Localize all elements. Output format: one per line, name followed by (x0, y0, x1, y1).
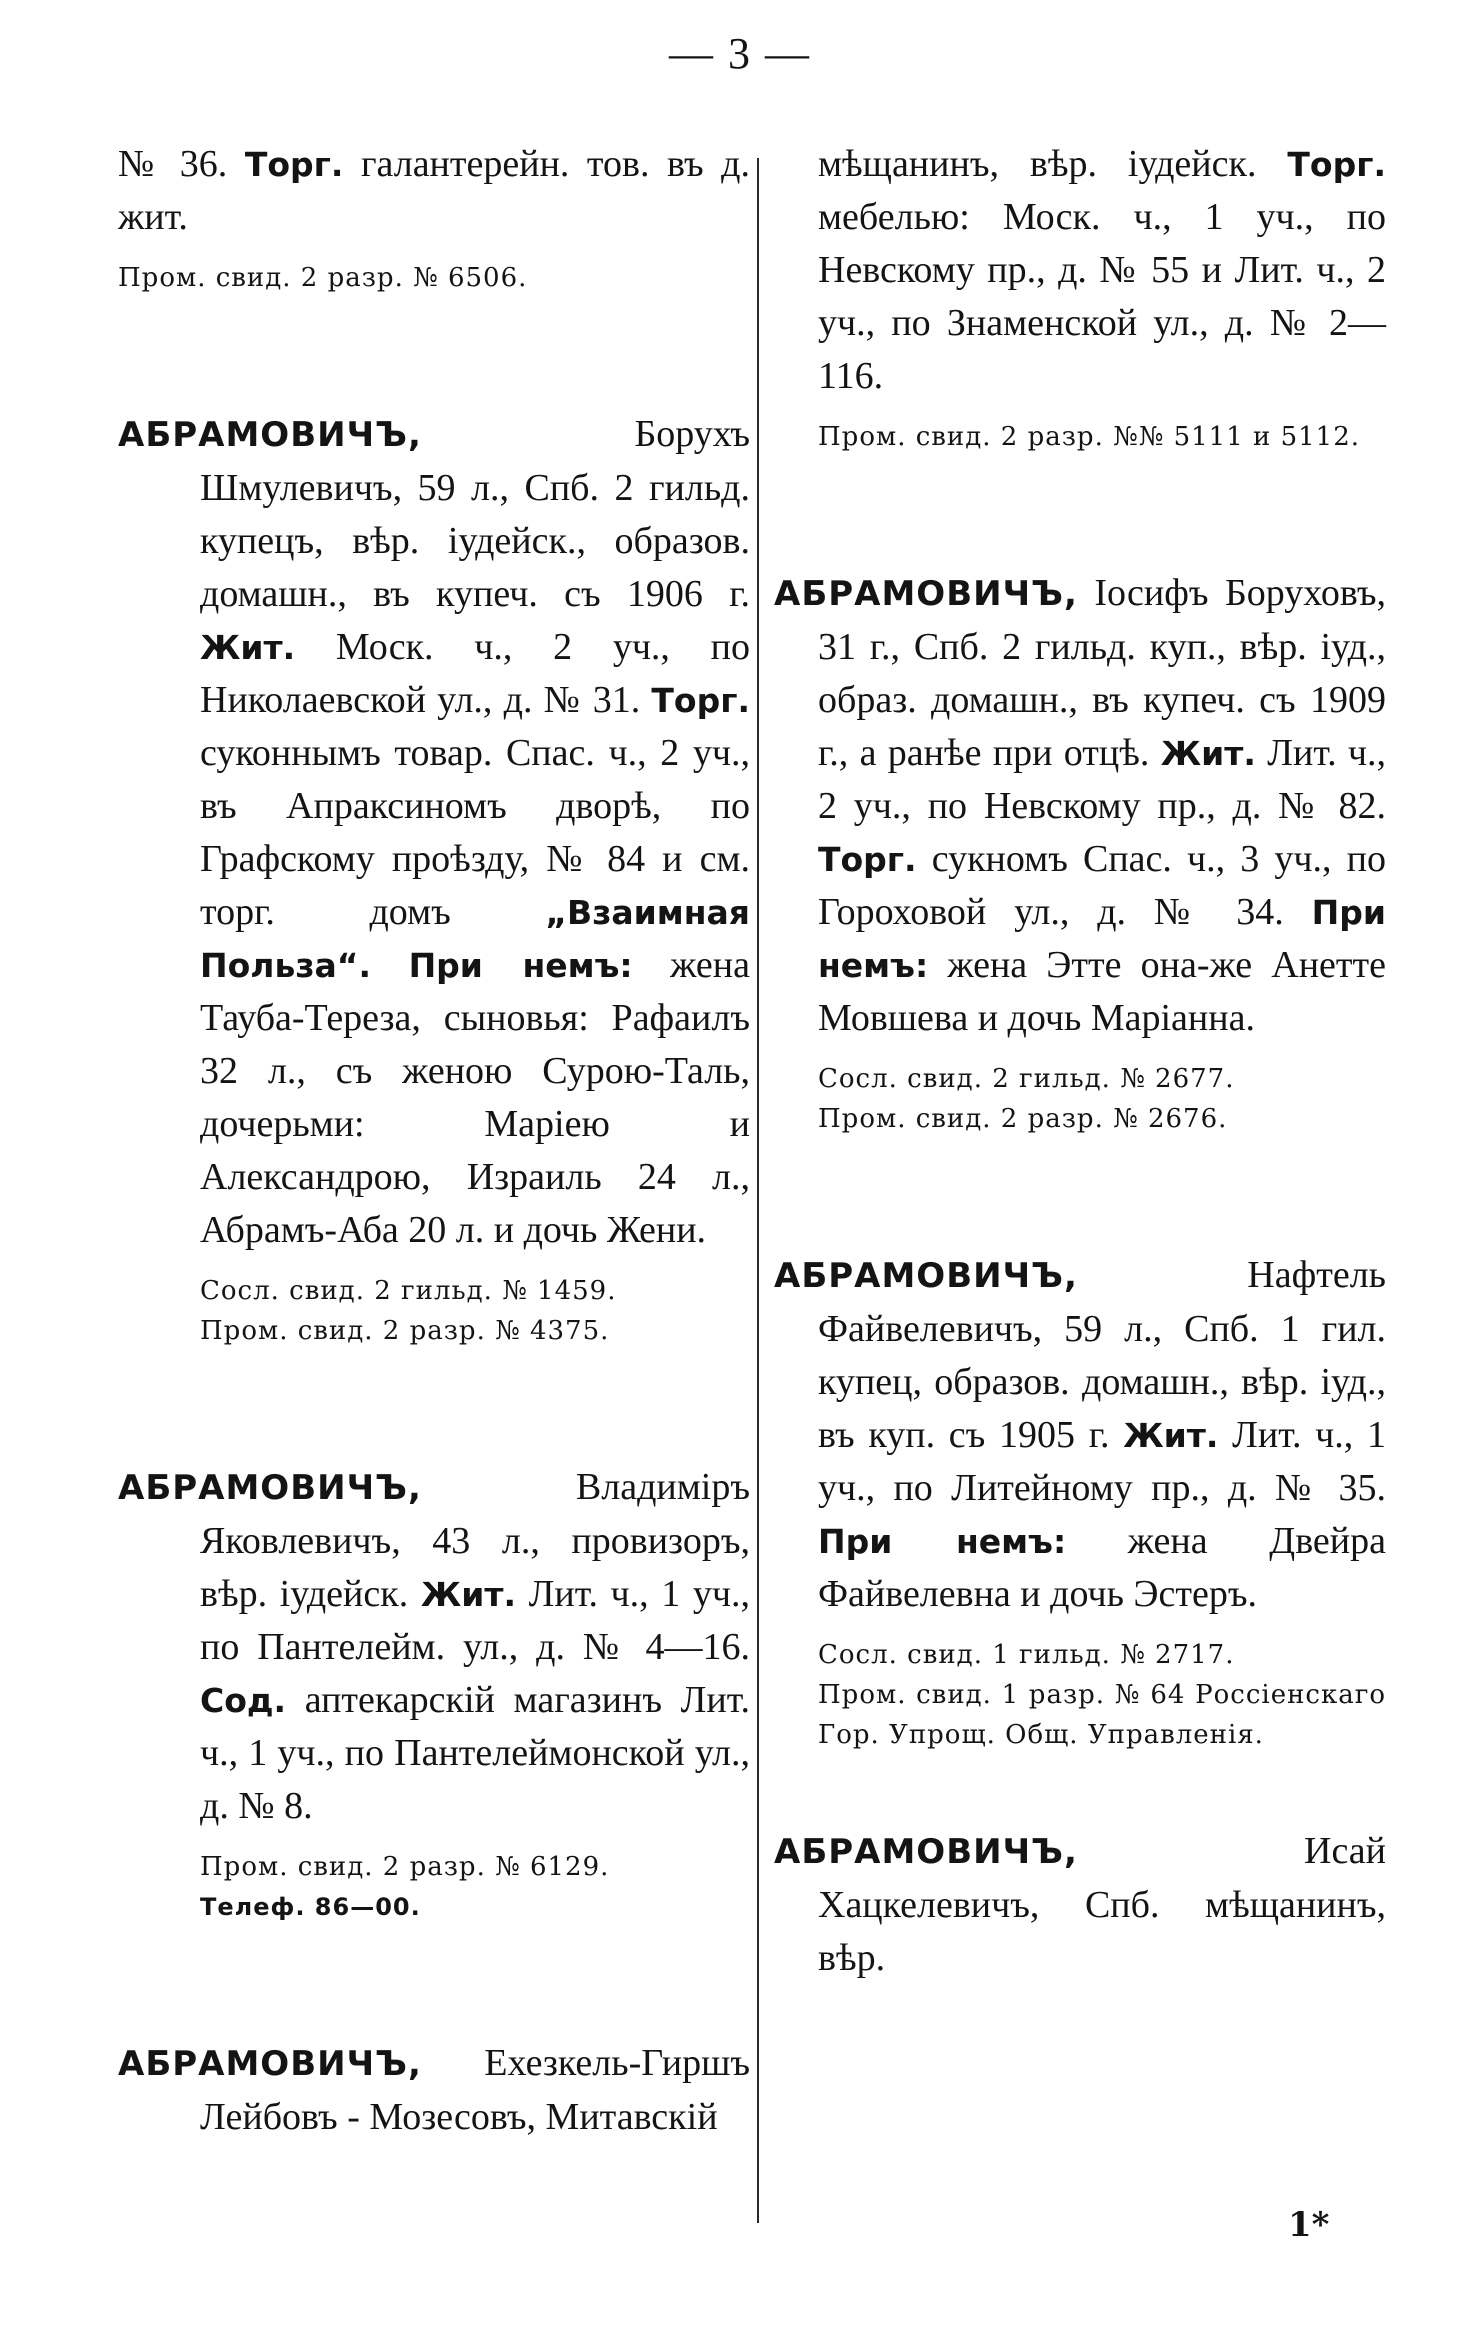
column-divider (757, 158, 759, 2223)
entry-name: АБРАМОВИЧЪ, (774, 574, 1078, 614)
entry-text: АБРАМОВИЧЪ, Владиміръ Яковлевичъ, 43 л., провизоръ, вѣр. іудейск. Жит. Лит. ч., 1 уч., по Пантелейм. ул., д. № 4—16. Сод. аптекарскій магазинъ Лит. ч., 1 уч., по Пантелеймонской ул., д. № 8. (118, 1466, 750, 1827)
entry-notes (774, 1059, 1386, 1139)
entry-ehezkel (118, 2037, 750, 2144)
note-line: Сосл. свид. 2 гильд. № 1459. (200, 1276, 617, 1306)
entry-notes (818, 417, 1386, 457)
signature-mark: 1* (1288, 2205, 1330, 2245)
note-line: Сосл. свид. 2 гильд. № 2677. (818, 1064, 1235, 1094)
entry-name: АБРАМОВИЧЪ, (118, 415, 422, 455)
entry-text: мѣщанинъ, вѣр. іудейск. Торг. мебелью: Моск. ч., 1 уч., по Невскому пр., д. № 55 и Лит. ч., 2 уч., по Знаменской ул., д. № 2—116. (818, 143, 1386, 397)
entry-continuation (774, 138, 1386, 457)
note-line: Сосл. свид. 1 гильд. № 2717. (818, 1640, 1235, 1670)
entry-iosif (774, 567, 1386, 1139)
page-number: — 3 — (669, 29, 811, 78)
entry-continuation (118, 138, 750, 298)
entry-text: № 36. Торг. галантерейн. тов. въ д. жит. (118, 143, 750, 238)
entry-text: АБРАМОВИЧЪ, Борухъ Шмулевичъ, 59 л., Спб. 2 гильд. купецъ, вѣр. іудейск., образов. домашн., въ купеч. съ 1906 г. Жит. Моск. ч., 2 уч., по Николаевской ул., д. № 31. Торг. суконнымъ товар. Спас. ч., 2 уч., въ Апраксиномъ дворѣ, по Графскому проѣзду, № 84 и см. торг. домъ „Взаимная Польза“. При немъ: жена Тауба-Тереза, сыновья: Рафаилъ 32 л., съ женою Сурою-Таль, дочерьми: Маріею и Александрою, Израиль 24 л., Абрамъ-Аба 20 л. и дочь Жени. (118, 413, 750, 1251)
entry-name: АБРАМОВИЧЪ, (774, 1256, 1078, 1296)
note-line: Пром. свид. 2 разр. №№ 5111 и 5112. (818, 422, 1361, 452)
entry-name: АБРАМОВИЧЪ, (118, 1468, 422, 1508)
entry-naftel (774, 1249, 1386, 1755)
entry-text: АБРАМОВИЧЪ, Исай Хацкелевичъ, Спб. мѣщанинъ, вѣр. (774, 1830, 1386, 1979)
entry-notes (774, 1635, 1386, 1755)
note-line: Пром. свид. 2 разр. № 2676. (818, 1104, 1228, 1134)
entry-notes (118, 1847, 750, 1927)
note-line: Телеф. 86—00. (200, 1893, 421, 1921)
entry-text: АБРАМОВИЧЪ, Нафтель Файвелевичъ, 59 л., Спб. 1 гил. купец, образов. домашн., вѣр. іуд., въ куп. съ 1905 г. Жит. Лит. ч., 1 уч., по Литейному пр., д. № 35. При немъ: жена Двейра Файвелевна и дочь Эстеръ. (774, 1254, 1386, 1615)
entry-text: АБРАМОВИЧЪ, Ехезкель-Гиршъ Лейбовъ - Мозесовъ, Митавскій (118, 2042, 750, 2138)
entry-notes (118, 1271, 750, 1351)
entry-name: АБРАМОВИЧЪ, (774, 1832, 1078, 1872)
entry-isai (774, 1825, 1386, 1985)
entry-boruh (118, 408, 750, 1351)
entry-vladimir (118, 1461, 750, 1927)
right-column (774, 138, 1386, 1985)
note-line: Пром. свид. 1 разр. № 64 Россіенскаго Гор. Упрощ. Общ. Управленія. (818, 1680, 1386, 1750)
note-line: Пром. свид. 2 разр. № 6506. (118, 263, 528, 293)
note-line: Пром. свид. 2 разр. № 4375. (200, 1316, 610, 1346)
entry-name: АБРАМОВИЧЪ, (118, 2044, 422, 2084)
left-column (118, 138, 750, 2144)
entry-notes (118, 258, 750, 298)
note-line: Пром. свид. 2 разр. № 6129. (200, 1852, 610, 1882)
entry-text: АБРАМОВИЧЪ, Іосифъ Боруховъ, 31 г., Спб. 2 гильд. куп., вѣр. іуд., образ. домашн., въ купеч. съ 1909 г., а ранѣе при отцѣ. Жит. Лит. ч., 2 уч., по Невскому пр., д. № 82. Торг. сукномъ Спас. ч., 3 уч., по Гороховой ул., д. № 34. При немъ: жена Этте она-же Анетте Мовшева и дочь Маріанна. (774, 572, 1386, 1039)
